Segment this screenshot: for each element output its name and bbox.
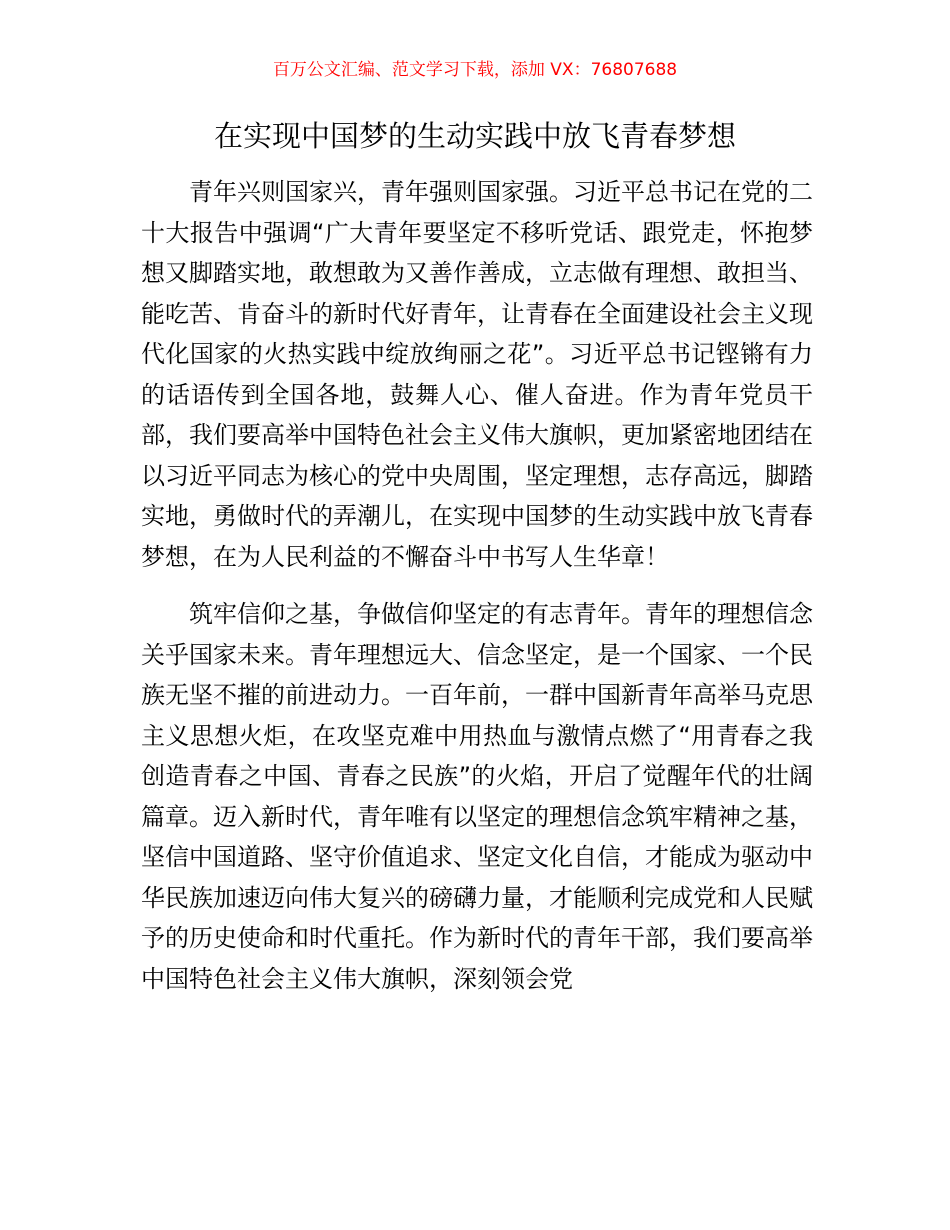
header-watermark-note: 百万公文汇编、范文学习下载，添加 VX：76807688 (272, 60, 678, 80)
body-paragraph: 筑牢信仰之基，争做信仰坚定的有志青年。青年的理想信念关乎国家未来。青年理想远大、信念坚定，是一个国家、一个民族无坚不摧的前进动力。一百年前，一群中国新青年高举马克思主义思想火炬，在攻坚克难中用热血与激情点燃了“用青春之我创造青春之中国、青春之民族”的火焰，开启了觉醒年代的壮阔篇章。迈入新时代，青年唯有以坚定的理想信念筑牢精神之基，坚信中国道路、坚守价值追求、坚定文化自信，才能成为驱动中华民族加速迈向伟大复兴的磅礴力量，才能顺利完成党和人民赋予的历史使命和时代重托。作为新时代的青年干部，我们要高举中国特色社会主义伟大旗帜，深刻领会党 (141, 600, 813, 993)
document-body (141, 172, 813, 999)
body-paragraph: 青年兴则国家兴，青年强则国家强。习近平总书记在党的二十大报告中强调“广大青年要坚定不移听党话、跟党走，怀抱梦想又脚踏实地，敢想敢为又善作善成，立志做有理想、敢担当、能吃苦、肯奋斗的新时代好青年，让青春在全面建设社会主义现代化国家的火热实践中绽放绚丽之花”。习近平总书记铿锵有力的话语传到全国各地，鼓舞人心、催人奋进。作为青年党员干部，我们要高举中国特色社会主义伟大旗帜，更加紧密地团结在以习近平同志为核心的党中央周围，坚定理想，志存高远，脚踏实地，勇做时代的弄潮儿，在实现中国梦的生动实践中放飞青春梦想，在为人民利益的不懈奋斗中书写人生华章！ (141, 178, 813, 571)
document-title: 在实现中国梦的生动实践中放飞青春梦想 (213, 119, 736, 153)
